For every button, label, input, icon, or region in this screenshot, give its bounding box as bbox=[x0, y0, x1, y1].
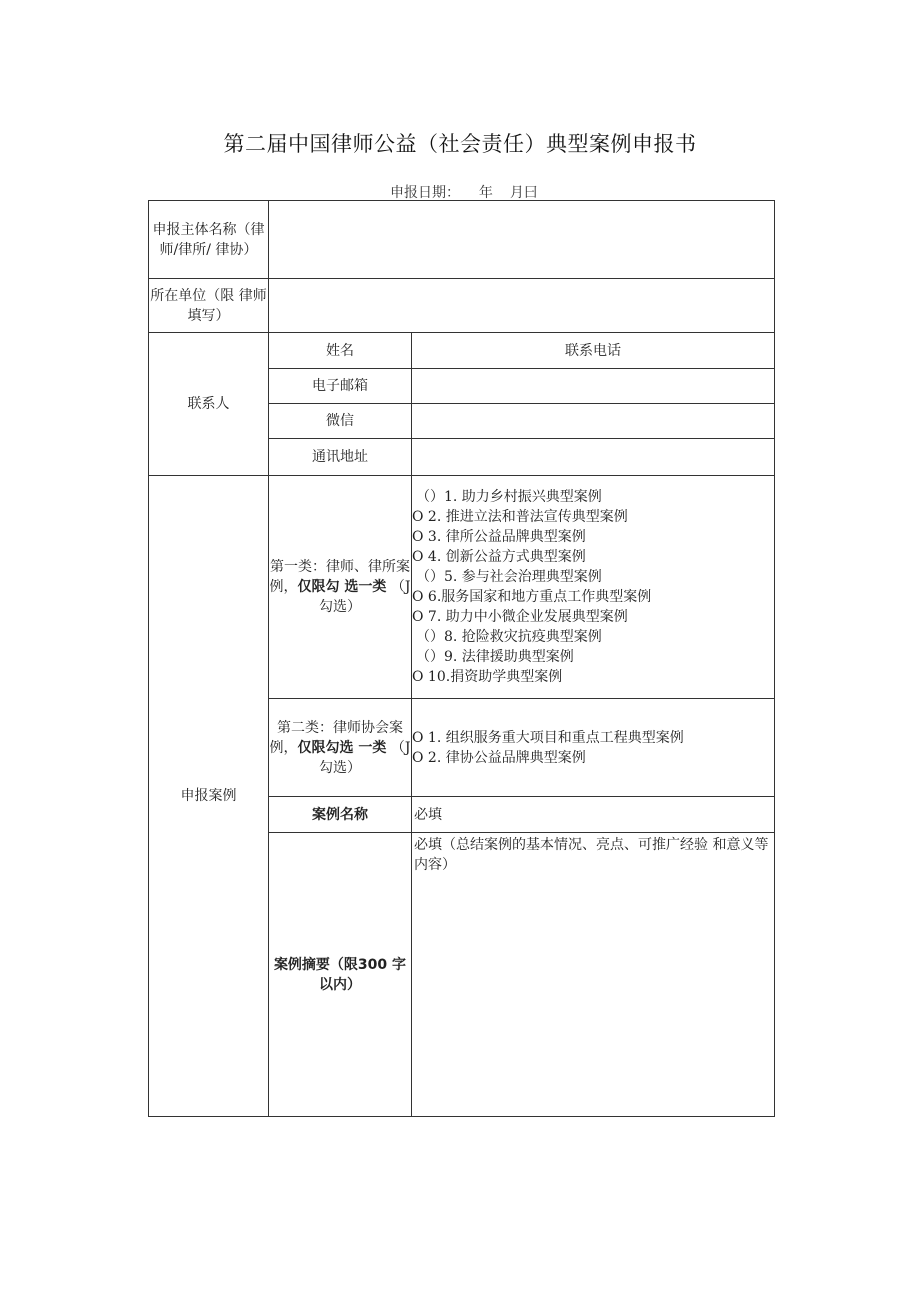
category1-label-a: 第一类：律师、律所案例， bbox=[269, 559, 410, 595]
category2-label bbox=[269, 699, 412, 797]
wechat-label: 微信 bbox=[269, 404, 412, 439]
case-summary-field[interactable]: 必填（总结案例的基本情况、亮点、可推广经验 和意义等内容） bbox=[412, 833, 775, 1117]
applicant-label: 申报主体名称（律师/律所/ 律协） bbox=[149, 201, 269, 279]
category1-option[interactable]: O 3. 律所公益品牌典型案例 bbox=[412, 529, 586, 545]
case-summary-label: 案例摘要（限300 字以内） bbox=[269, 833, 412, 1117]
unit-label: 所在单位（限 律师填写） bbox=[149, 279, 269, 333]
email-label: 电子邮箱 bbox=[269, 369, 412, 404]
contact-name-row bbox=[149, 333, 775, 369]
unit-row bbox=[149, 279, 775, 333]
category2-option[interactable]: O 1. 组织服务重大项目和重点工程典型案例 bbox=[412, 729, 684, 746]
case-name-label: 案例名称 bbox=[269, 797, 412, 833]
applicant-row bbox=[149, 201, 775, 279]
date-label: 申报日期： bbox=[390, 185, 460, 201]
category1-option[interactable]: O 2. 推进立法和普法宣传典型案例 bbox=[412, 509, 628, 525]
date-month-day: 月曰 bbox=[509, 185, 538, 201]
page-title: 第二届中国律师公益（社会责任）典型案例申报书 bbox=[223, 132, 697, 156]
category1-option[interactable]: （）1. 助力乡村振兴典型案例 bbox=[416, 489, 602, 505]
category1-option[interactable]: O 7. 助力中小微企业发展典型案例 bbox=[412, 609, 628, 625]
case-name-field[interactable]: 必填 bbox=[412, 797, 775, 833]
contact-label: 联系人 bbox=[149, 333, 269, 476]
application-date bbox=[390, 182, 538, 202]
category1-option[interactable]: （）9. 法律援助典型案例 bbox=[416, 649, 574, 665]
category1-option[interactable]: O 6.服务国家和地方重点工作典型案例 bbox=[412, 589, 652, 605]
category1-option[interactable]: O 10.捐资助学典型案例 bbox=[412, 669, 563, 685]
applicant-field[interactable] bbox=[269, 201, 775, 279]
case-label: 申报案例 bbox=[149, 476, 269, 1117]
name-label: 姓名 bbox=[269, 333, 412, 369]
unit-field[interactable] bbox=[269, 279, 775, 333]
email-field[interactable] bbox=[412, 369, 775, 404]
address-label: 通讯地址 bbox=[269, 439, 412, 476]
category2-label-b: 仅限勾选 一类 bbox=[297, 739, 387, 756]
category1-label-c: （J勾选） bbox=[319, 579, 411, 615]
category2-label-c: （J勾选） bbox=[319, 739, 411, 776]
category1-options bbox=[412, 476, 775, 699]
category2-options bbox=[412, 699, 775, 797]
wechat-field[interactable] bbox=[412, 404, 775, 439]
category1-option[interactable]: （）5. 参与社会治理典型案例 bbox=[416, 569, 602, 585]
address-field[interactable] bbox=[412, 439, 775, 476]
category1-label-b: 仅限勾 选一类 bbox=[297, 579, 387, 595]
category1-label bbox=[269, 476, 412, 699]
application-form bbox=[148, 200, 775, 1117]
category2-label-a: 第二类：律师协会案例， bbox=[269, 719, 403, 756]
category1-option[interactable]: （）8. 抢险救灾抗疫典型案例 bbox=[416, 629, 602, 645]
date-year: 年 bbox=[478, 185, 493, 201]
phone-label: 联系电话 bbox=[412, 333, 775, 369]
category1-option[interactable]: O 4. 创新公益方式典型案例 bbox=[412, 549, 586, 565]
category1-row bbox=[149, 476, 775, 699]
category2-option[interactable]: O 2. 律协公益品牌典型案例 bbox=[412, 749, 586, 766]
